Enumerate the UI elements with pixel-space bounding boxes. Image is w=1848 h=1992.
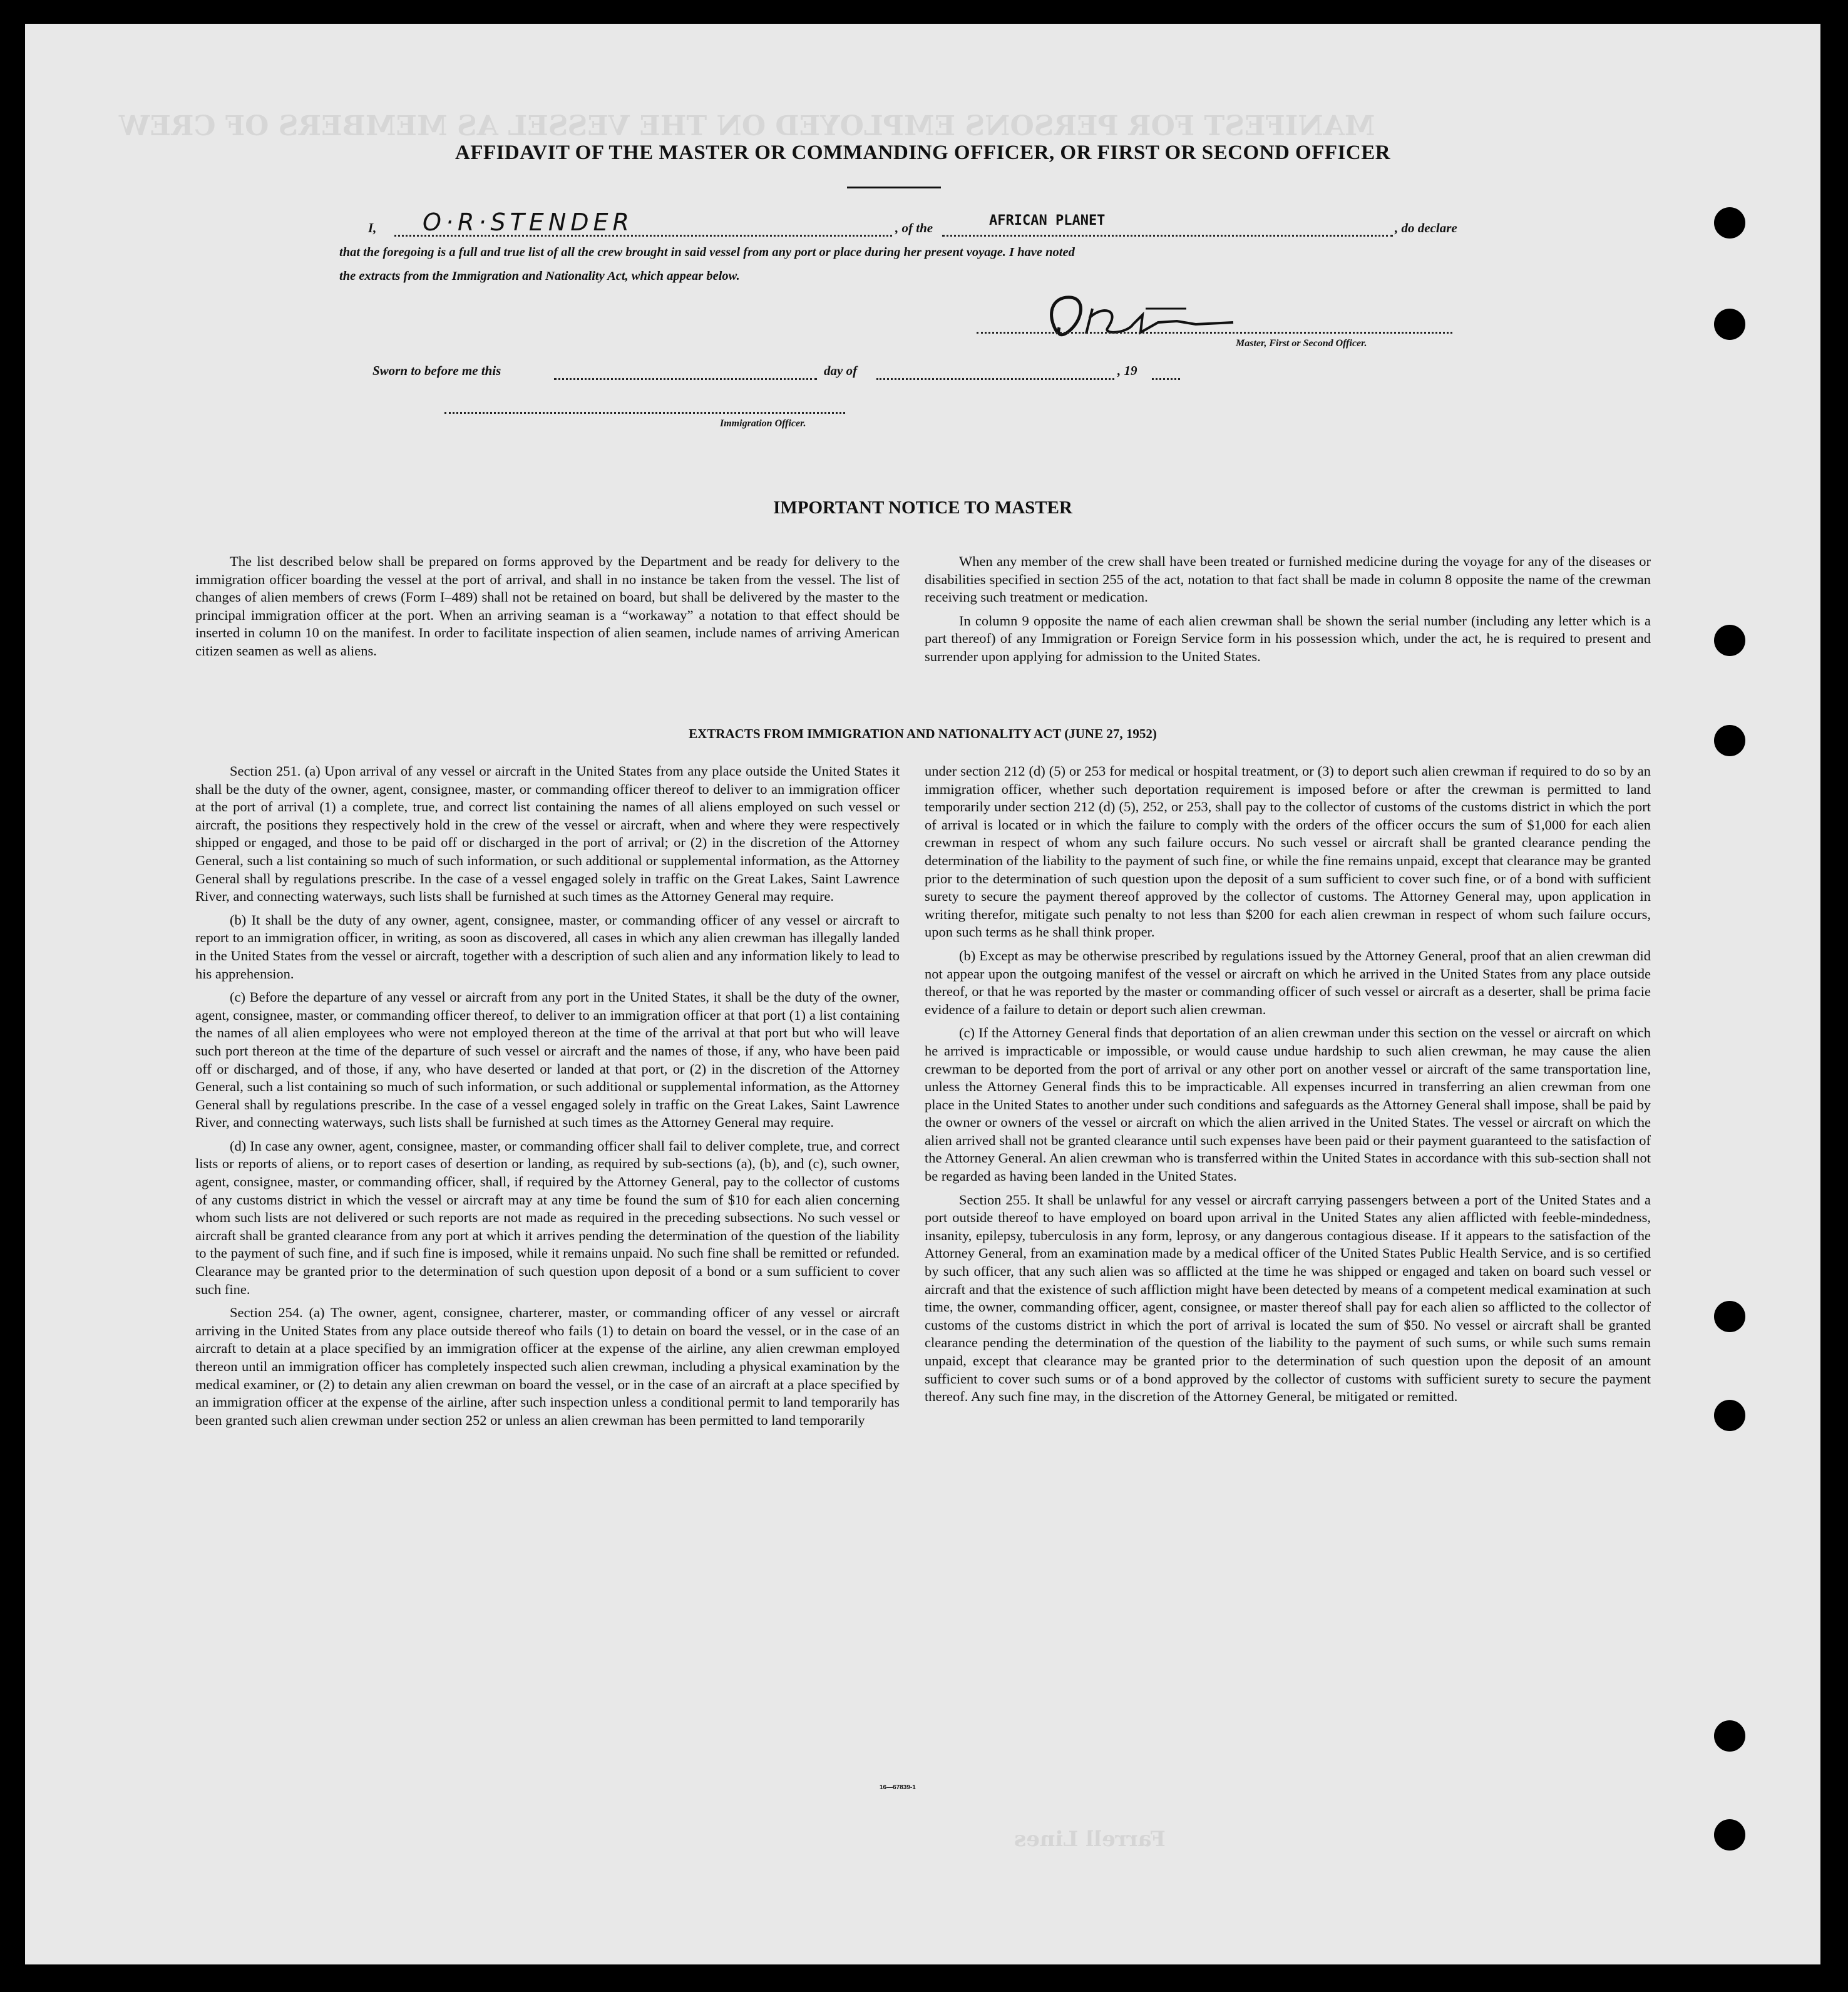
sworn-month-line	[876, 378, 1114, 380]
year-label: , 19	[1117, 363, 1137, 378]
section-254-b: (b) Except as may be otherwise prescribed by regulations issued by the Attorney General, proof that an alien crewman did not appear upon the outgoing manifest of the vessel or aircraft on which he arrived in the United States from any place outside thereof, or that he was reported by the master or commanding officer of such vessel or aircraft as a deserter, shall be prima facie evidence of a failure to detain or deport such alien crewman.	[925, 947, 1651, 1017]
extracts-title: EXTRACTS FROM IMMIGRATION AND NATIONALITY ACT (JUNE 27, 1952)	[689, 726, 1157, 741]
section-251-b: (b) It shall be the duty of any owner, agent, consignee, master, or commanding officer of any vessel or aircraft to report to an immigration officer, in writing, as soon as discovered, all cases in which any alien crewman has illegally landed in the United States from the vessel or aircraft, together with a description of such alien and any information likely to lead to his apprehension.	[195, 911, 900, 982]
notice-left-paragraph: The list described below shall be prepared on forms approved by the Department and be ready for delivery to the immigration officer boarding the vessel at the port of arrival, and shall in no instance be taken from the vessel. The list of changes of alien members of crews (Form I–489) shall not be retained on board, but shall be delivered by the master to the principal immigration officer at the port. When an arriving seaman is a “workaway” a notation to that effect should be inserted in column 10 on the manifest. In order to facilitate inspection of alien seamen, include names of arriving American citizen seamen as well as aliens.	[195, 553, 900, 659]
section-255: Section 255. It shall be unlawful for any vessel or aircraft carrying passengers between a port of the United States and a port outside thereof to have employed on board upon arrival in the United States any alien afflicted with feeble-mindedness, insanity, epilepsy, tuberculosis in any form, leprosy, or any dangerous contagious disease. If it appears to the satisfaction of the Attorney General, from an examination made by a medical officer of the United States Public Health Service, and is so certified by such officer, that any such alien was so afflicted at the time he was shipped or engaged and taken on board such vessel or aircraft and that the existence of such affliction might have been detected by means of a competent medical examination at such time, the owner, commanding officer, agent, consignee, or master thereof shall pay for each alien so afflicted to the collector of customs of the customs district in which the port of arrival is located the sum of $50. No vessel or aircraft shall be granted clearance pending the determination of the question of the liability to the payment of such sums, or while such sums remain unpaid, except that clearance may be granted prior to the determination of such question upon the deposit of an amount sufficient to cover such sums or of a bond approved by the collector of customs with sufficient surety to secure the payment thereof. Any such fine may, in the discretion of the Attorney General, be mitigated or remitted.	[925, 1191, 1651, 1405]
master-label: Master, First or Second Officer.	[1236, 338, 1367, 349]
punch-hole	[1714, 625, 1745, 656]
document-page	[25, 24, 1820, 1964]
punch-hole	[1714, 725, 1745, 756]
notice-right-column	[925, 553, 1651, 672]
punch-hole	[1714, 1720, 1745, 1752]
punch-hole	[1714, 1301, 1745, 1332]
section-251-c: (c) Before the departure of any vessel or aircraft from any port in the United States, it shall be the duty of the owner, agent, consignee, master, or commanding officer thereof, to deliver to an immigration officer at that port (1) a list containing the names of all alien employees who were not employed thereon at the time of the arrival at that port but who will leave such port thereon at the time of the departure of such vessel or aircraft and the names of those, if any, who have been paid off or discharged, and of those, if any, who have deserted or landed at that port, or (2) in the discretion of the Attorney General, such a list containing so much of such information, or such additional or supplemental information, as the Attorney General shall by regulations prescribe. In the case of a vessel engaged solely in traffic on the Great Lakes, Saint Lawrence River, and connecting waterways, such lists shall be furnished at such times as the Attorney General may require.	[195, 989, 900, 1131]
vessel-line	[942, 235, 1393, 237]
notice-right-paragraph-2: In column 9 opposite the name of each alien crewman shall be shown the serial number (including any letter which is a part thereof) of any Immigration or Foreign Service form in his possession which, under the act, he is required to present and surrender upon applying for admission to the United States.	[925, 612, 1651, 664]
extracts-left-column	[195, 762, 900, 1435]
extracts-right-column	[925, 762, 1651, 1412]
bleed-through-stamp: Farrell Lines	[1014, 1827, 1166, 1852]
sworn-label: Sworn to before me this	[372, 363, 501, 378]
title-underline	[847, 187, 941, 188]
affidavit-title: AFFIDAVIT OF THE MASTER OR COMMANDING OFFICER, OR FIRST OR SECOND OFFICER	[454, 141, 1391, 164]
vessel-name: AFRICAN PLANET	[989, 213, 1106, 228]
affidavit-line-3: the extracts from the Immigration and Nationality Act, which appear below.	[339, 269, 740, 283]
bleed-through-heading: MANIFEST FOR PERSONS EMPLOYED ON THE VESSEL AS MEMBERS OF CREW	[119, 110, 1375, 142]
notice-left-column	[195, 553, 900, 666]
section-251-d: (d) In case any owner, agent, consignee, master, or commanding officer shall fail to deliver complete, true, and correct lists or reports of aliens, or to report cases of desertion or landing, as required by sub-sections (a), (b), and (c), such owner, agent, consignee, master, or commanding officer, shall, if required by the Attorney General, pay to the collector of customs of any customs district in which the vessel or aircraft may at any time be found the sum of $10 for each alien concerning whom such lists are not delivered or such reports are not made as required in the preceding subsections. No such vessel or aircraft shall be granted clearance from any port at which it arrives pending the determination of the question of the liability to the payment of such fine, and if such fine is imposed, while it remains unpaid. No such fine shall be remitted or refunded. Clearance may be granted prior to the determination of such question upon deposit of a bond or a sum sufficient to cover such fine.	[195, 1137, 900, 1297]
notice-right-paragraph-1: When any member of the crew shall have been treated or furnished medicine during the voyage for any of the diseases or disabilities specified in section 255 of the act, notation to that fact shall be made in column 8 opposite the name of the crewman receiving such treatment or medication.	[925, 553, 1651, 605]
notice-title: IMPORTANT NOTICE TO MASTER	[773, 498, 1072, 518]
section-254-a-continued: under section 212 (d) (5) or 253 for medical or hospital treatment, or (3) to deport such alien crewman if required to do so by an immigration officer, whether such deportation requirement is imposed before or after the crewman is permitted to land temporarily under section 212 (d) (5), 252, or 253, shall pay to the collector of customs of the customs district in which the port of arrival is located or in which the failure to comply with the orders of the officer occurs the sum of $1,000 for each alien crewman in respect of whom any such failure occurs. No such vessel or aircraft shall be granted clearance pending the determination of the liability to the payment of such fine, or while the fine remains unpaid, except that clearance may be granted prior to the determination of such question upon the deposit of a sum sufficient to cover such fine, or of a bond with sufficient surety to secure the payment thereof approved by the collector of customs. The Attorney General may, upon application in writing therefor, mitigate such penalty to not less than $200 for each alien crewman in respect of whom such failure occurs, upon such terms as he shall think proper.	[925, 763, 1651, 940]
of-the-label: , of the	[895, 220, 933, 235]
day-of-label: day of	[824, 363, 858, 378]
officer-label: Immigration Officer.	[720, 418, 806, 429]
punch-hole	[1714, 1400, 1745, 1431]
section-254-c: (c) If the Attorney General finds that deportation of an alien crewman under this section on the vessel or aircraft on which he arrived is impracticable or impossible, or would cause undue hardship to such alien crewman, he may cause the alien crewman to be deported from the port of arrival or any other port on another vessel or aircraft of the same transportation line, unless the Attorney General finds this to be impracticable. All expenses incurred in transferring an alien crewman from one place in the United States to another under such conditions and safeguards as the Attorney General shall impose, shall be paid by the owner or owners of the vessel or aircraft on which the alien arrived in the United States. The vessel or aircraft on which the alien arrived shall not be granted clearance until such expenses have been paid or their payment guaranteed to the satisfaction of the Attorney General. An alien crewman who is transferred within the United States in accordance with this sub-section shall not be regarded as having been landed in the United States.	[925, 1025, 1651, 1184]
sworn-year-line	[1152, 378, 1180, 380]
sworn-day-line	[554, 378, 817, 380]
punch-hole	[1714, 207, 1745, 239]
punch-hole	[1714, 309, 1745, 340]
form-code: 16—67839-1	[880, 1784, 916, 1791]
section-254-a: Section 254. (a) The owner, agent, consignee, charterer, master, or commanding officer of any vessel or aircraft arriving in the United States from any place outside thereof who fails (1) to detain on board the vessel, or in the case of an aircraft to detain at a place specified by an immigration officer at the expense of the airline, any alien crewman employed thereon until an immigration officer has completely inspected such alien crewman, including a physical examination by the medical examiner, or (2) to detain any alien crewman on board the vessel, or in the case of an aircraft at a place specified by an immigration officer at the expense of the airline, after such inspection unless a conditional permit to land temporarily has been granted such alien crewman under section 252 or unless an alien crewman has been permitted to land temporarily	[195, 1305, 900, 1428]
officer-signature-line	[444, 412, 845, 414]
i-label: I,	[368, 220, 377, 235]
punch-hole	[1714, 1819, 1745, 1851]
section-251-a: Section 251. (a) Upon arrival of any vessel or aircraft in the United States from any place outside the United States it shall be the duty of the owner, agent, consignee, master, or commanding officer thereof to deliver to an immigration officer at the port of arrival (1) a complete, true, and correct list containing the names of all aliens employed on such vessel or aircraft, the positions they respectively hold in the crew of the vessel or aircraft, when and where they were respectively shipped or engaged, and those to be paid off or discharged in the port of arrival; or (2) in the discretion of the Attorney General, such a list containing so much of such information, or such additional or supplemental information, as the Attorney General shall by regulations prescribe. In the case of a vessel engaged solely in traffic on the Great Lakes, Saint Lawrence River, and connecting waterways, such lists shall be furnished at such times as the Attorney General may require.	[195, 763, 900, 905]
master-signature-line	[977, 332, 1452, 334]
affidavit-line-2: that the foregoing is a full and true list of all the crew brought in said vessel from any port or place during her present voyage. I have noted	[339, 245, 1075, 259]
do-declare-label: , do declare	[1395, 220, 1457, 235]
declarant-name: O·R·STENDER	[423, 208, 634, 236]
